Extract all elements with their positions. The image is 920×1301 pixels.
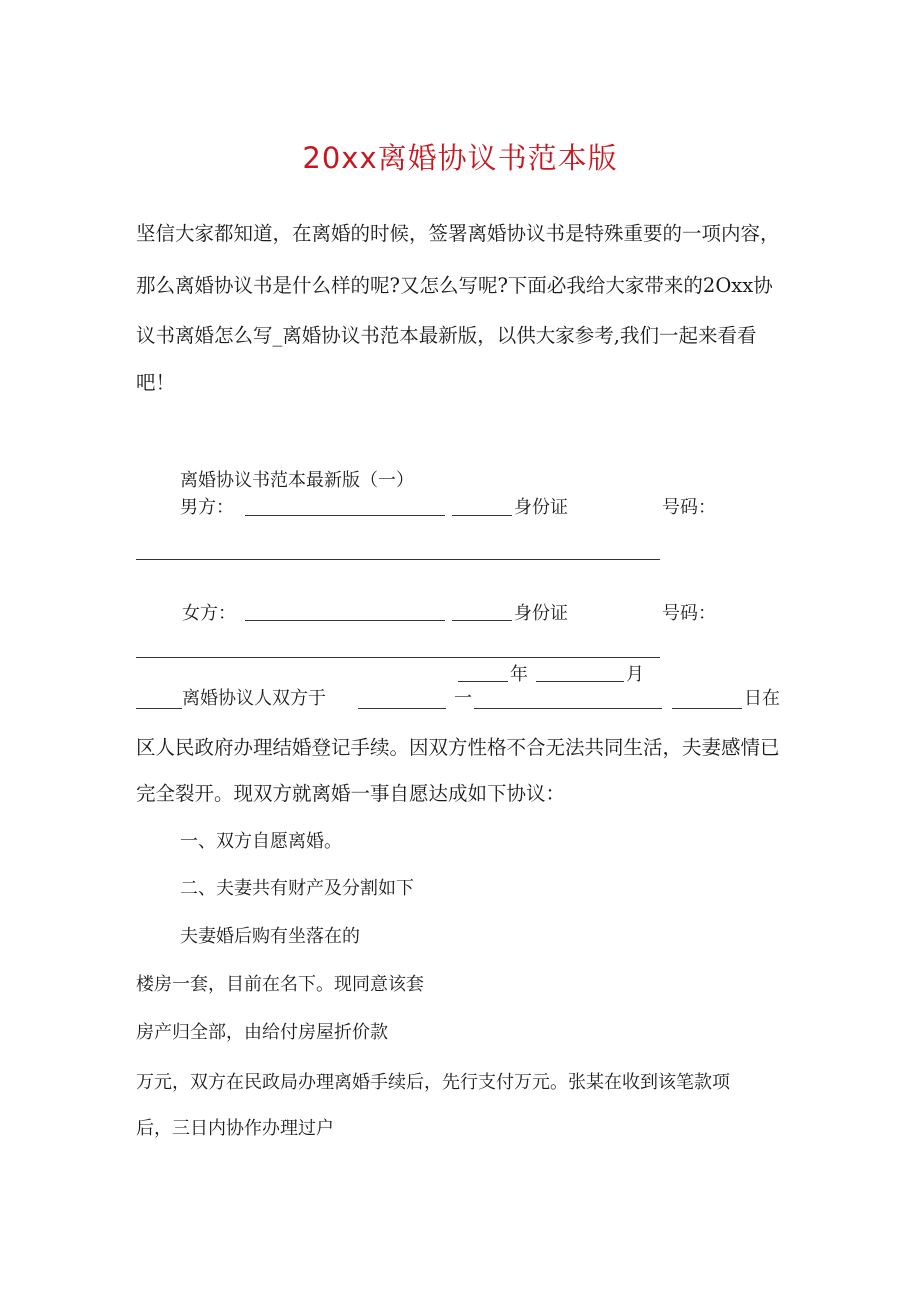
day-suffix: 日在 — [744, 688, 780, 709]
property-line-2: 楼房一套，目前在名下。现同意该套 — [136, 974, 424, 995]
indent-blank — [136, 708, 182, 709]
year-blank[interactable] — [458, 681, 508, 682]
property-line-4: 万元，双方在民政局办理离婚手续后，先行支付万元。张某在收到该笔款项 — [136, 1072, 730, 1093]
female-label: 女方： — [182, 603, 236, 624]
month-blank[interactable] — [536, 681, 624, 682]
female-number-label: 号码： — [662, 603, 716, 624]
female-name-blank[interactable] — [245, 620, 445, 621]
female-id-label: 身份证 — [514, 603, 568, 624]
male-id-number-blank[interactable] — [136, 559, 660, 560]
property-line-3: 房产归全部，由给付房屋折价款 — [136, 1022, 388, 1043]
intro-line-3: 议书离婚怎么写_离婚协议书范本最新版，以供大家参考,我们一起来看看 — [136, 324, 757, 347]
para-line-1: 区人民政府办理结婚登记手续。因双方性格不合无法共同生活，夫妻感情已 — [136, 736, 780, 759]
property-line-1: 夫妻婚后购有坐落在的 — [180, 926, 360, 947]
month-label: 月 — [626, 664, 644, 685]
property-line-5: 后，三日内协作办理过户 — [136, 1118, 334, 1139]
day-blank[interactable] — [672, 708, 742, 709]
male-label: 男方： — [180, 497, 234, 518]
agreement-prefix: 离婚协议人双方于 — [182, 688, 326, 709]
agreement-dash: 一 — [454, 688, 472, 709]
female-id-number-blank[interactable] — [136, 657, 660, 658]
female-id-blank-short[interactable] — [452, 620, 512, 621]
date-blank-2[interactable] — [474, 708, 662, 709]
male-id-blank-short[interactable] — [452, 515, 512, 516]
para-line-2: 完全裂开。现双方就离婚一事自愿达成如下协议： — [136, 782, 566, 805]
male-name-blank[interactable] — [245, 515, 445, 516]
document-title: 20xx离婚协议书范本版 — [302, 141, 618, 175]
year-label: 年 — [510, 664, 528, 685]
intro-line-1: 坚信大家都知道，在离婚的时候，签署离婚协议书是特殊重要的一项内容， — [136, 222, 780, 245]
male-id-label: 身份证 — [514, 497, 568, 518]
clause-2: 二、夫妻共有财产及分割如下 — [180, 878, 414, 899]
clause-1: 一、双方自愿离婚。 — [180, 831, 342, 852]
intro-line-2: 那么离婚协议书是什么样的呢?又怎么写呢?下面必我给大家带来的2Oxx协 — [136, 274, 773, 297]
intro-line-4: 吧！ — [136, 371, 176, 394]
date-blank-1[interactable] — [358, 708, 446, 709]
male-number-label: 号码： — [662, 497, 716, 518]
section-heading: 离婚协议书范本最新版（一） — [180, 470, 414, 491]
